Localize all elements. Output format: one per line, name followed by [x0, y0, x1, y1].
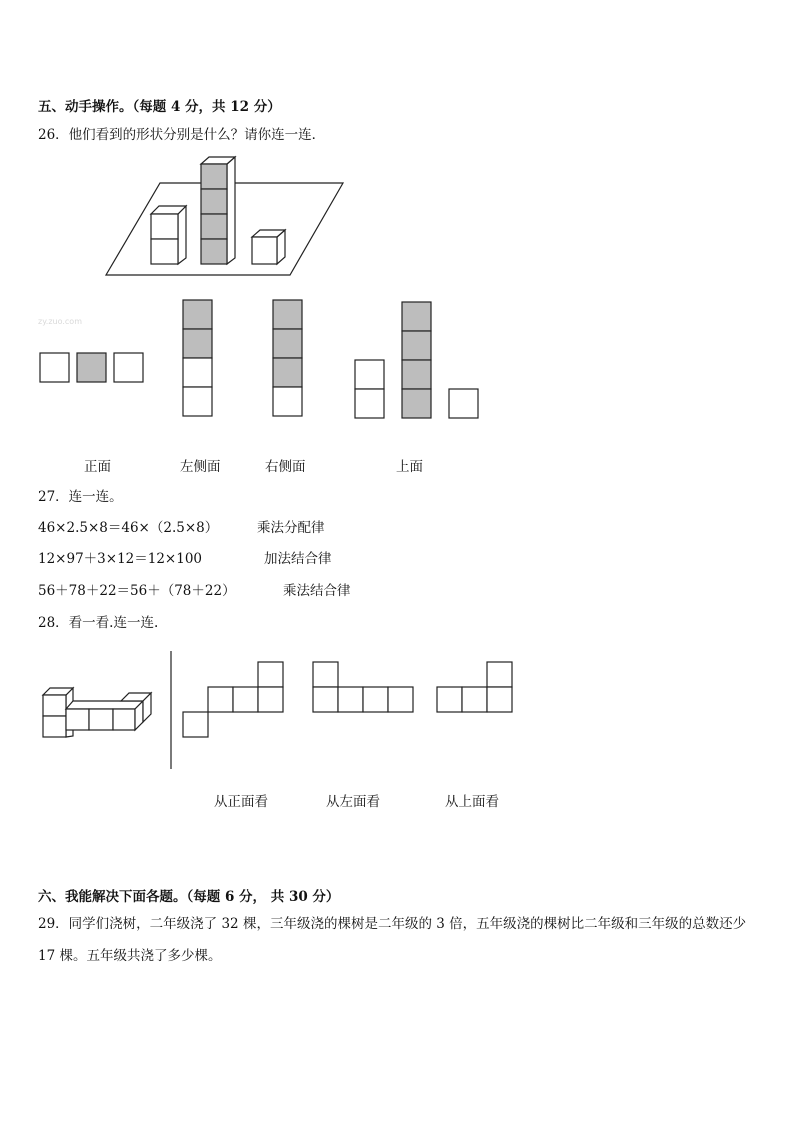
q28-view-option-2: [313, 662, 413, 712]
q27-law-2: 加法结合律: [264, 551, 332, 567]
q26-view-option-col-c: [273, 300, 302, 416]
question-29-line-1: 29．同学们浇树，二年级浇了 32 棵，三年级浇的棵树是二年级的 3 倍，五年级浇的棵树比二年级和三年级的总数还少: [38, 916, 747, 932]
q26-label-right-side: 右侧面: [265, 459, 306, 475]
q27-law-1: 乘法分配律: [257, 520, 325, 536]
q28-label-front: 从正面看: [214, 794, 268, 810]
q28-view-option-3: [437, 662, 512, 712]
q26-stack-left: [151, 206, 186, 264]
q27-expr-2: 12×97＋3×12＝12×100: [38, 551, 203, 567]
question-29-line-2: 17 棵。五年级共浇了多少棵。: [38, 948, 222, 964]
q26-label-top: 上面: [396, 459, 423, 475]
q27-expr-3: 56＋78＋22＝56＋（78＋22）: [38, 583, 236, 599]
section-5-heading: 五、动手操作。（每题 4 分，共 12 分）: [38, 99, 281, 115]
q26-label-left-side: 左侧面: [180, 459, 221, 475]
question-26-text: 26．他们看到的形状分别是什么？请你连一连．: [38, 127, 326, 143]
q26-stack-tall: [201, 157, 235, 264]
question-27-text: 27．连一连。: [38, 489, 123, 505]
q28-label-left: 从左面看: [326, 794, 380, 810]
q26-view-option-combo: [355, 302, 478, 418]
q28-cube-figure: [43, 688, 151, 737]
q26-stack-small: [252, 230, 285, 264]
q27-law-3: 乘法结合律: [283, 583, 351, 599]
question-28-text: 28．看一看.连一连.: [38, 615, 159, 631]
q28-label-top: 从上面看: [445, 794, 499, 810]
q28-view-option-1: [183, 662, 283, 737]
q26-view-option-row: [40, 353, 143, 382]
watermark: zy.zuo.com: [38, 317, 82, 326]
q27-expr-1: 46×2.5×8＝46×（2.5×8）: [38, 520, 219, 536]
q26-label-front: 正面: [84, 459, 111, 475]
q26-view-option-col-b: [183, 300, 212, 416]
section-6-heading: 六、我能解决下面各题。（每题 6 分， 共 30 分）: [38, 889, 340, 905]
